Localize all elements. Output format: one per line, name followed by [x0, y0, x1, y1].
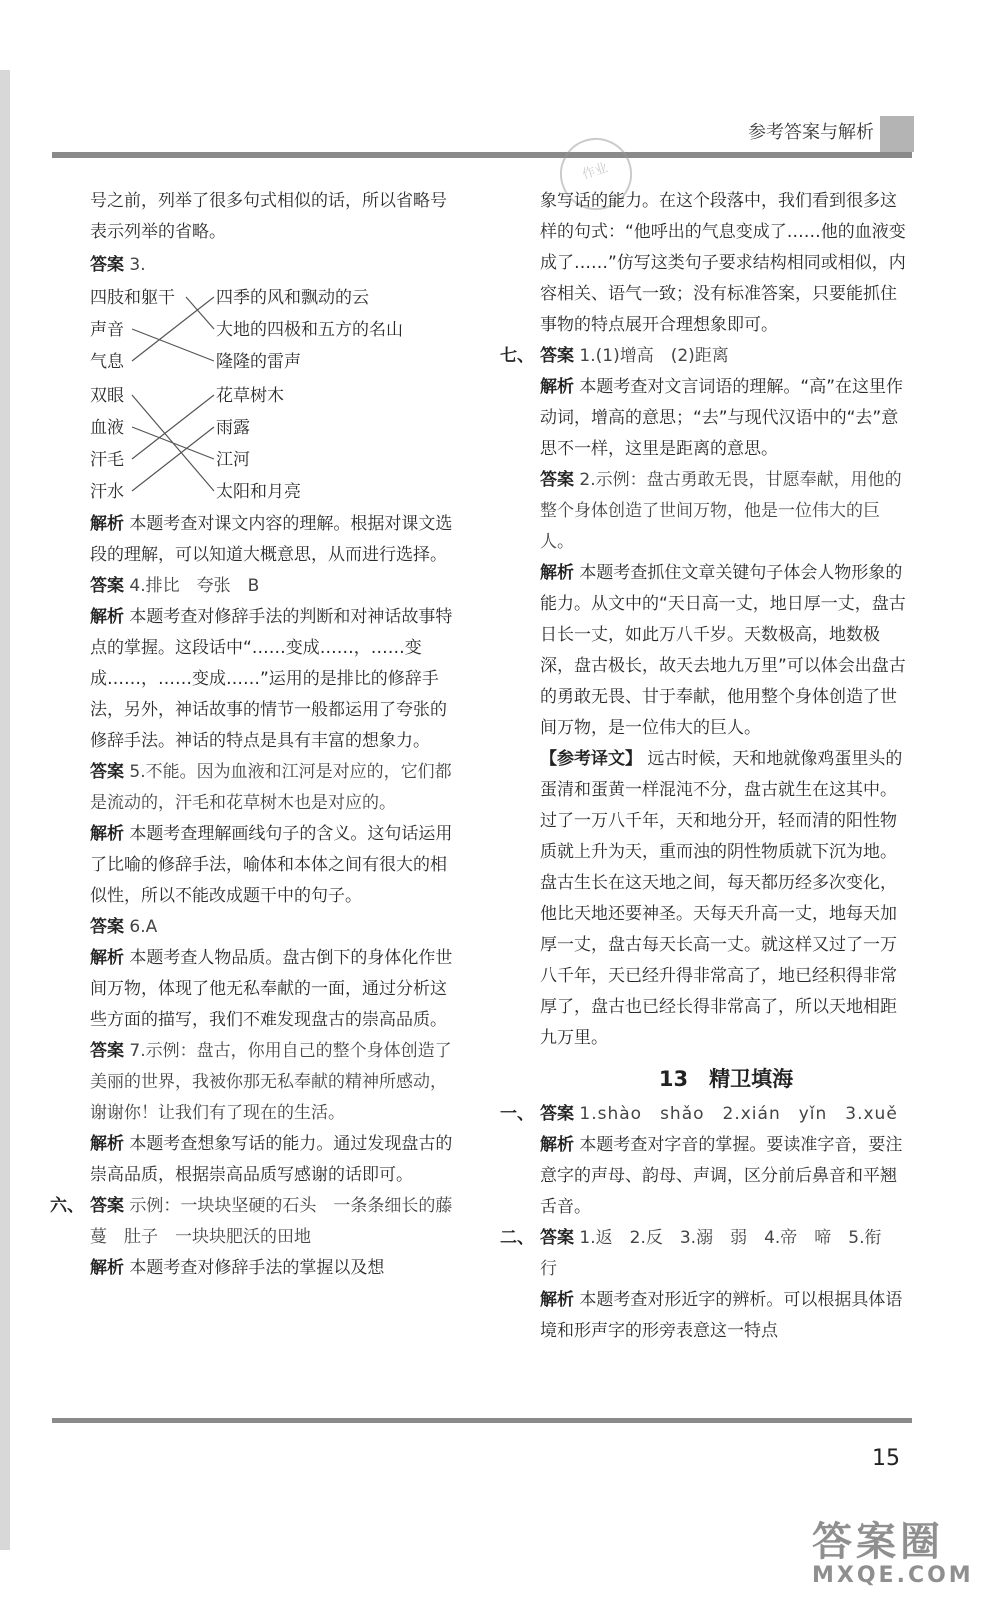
chapter-q2-analysis [540, 1285, 912, 1347]
answer-tag: 答案 [90, 762, 124, 782]
match-right-item: 江河 [216, 450, 250, 470]
analysis-text: 本题考查对修辞手法的掌握以及想 [129, 1258, 385, 1278]
match-line [132, 427, 214, 459]
analysis-tag: 解析 [540, 1135, 574, 1155]
match-left-item: 声音 [90, 320, 124, 340]
chapter-q1-answer [500, 1099, 912, 1130]
analysis-tag: 解析 [540, 377, 574, 397]
analysis-tag: 解析 [90, 1134, 124, 1154]
answer-tag: 答案 [90, 255, 124, 275]
analysis-text: 本题考查抓住文章关键句子体会人物形象的能力。从文中的“天日高一丈，地日厚一丈，盘古日长一丈，如此万八千岁。天数极高，地数极深，盘古极长，故天去地九万里”可以体会出盘古的勇敢无畏、甘于奉献，他用整个身体创造了世间万物，是一位伟大的巨人。 [540, 563, 906, 738]
reference-translation [540, 744, 912, 1054]
analysis-tag: 解析 [540, 563, 574, 583]
section-number: 一、 [500, 1104, 534, 1124]
match-left-item: 汗水 [90, 482, 124, 502]
left-column [50, 186, 462, 1284]
match-line [132, 395, 214, 459]
match-left-item: 血液 [90, 418, 124, 438]
q5-analysis [90, 819, 462, 912]
analysis-text: 本题考查人物品质。盘古倒下的身体化作世间万物，体现了他无私奉献的一面，通过分析这些方面的描写，我们不难发现盘古的崇高品质。 [90, 948, 453, 1030]
q6-answer [90, 912, 462, 943]
q4-analysis [90, 602, 462, 757]
chapter-title: 13 精卫填海 [658, 1067, 794, 1091]
answer-text: 3. [129, 255, 146, 275]
page-number: 15 [872, 1446, 900, 1471]
analysis-text: 本题考查对文言词语的理解。“高”在这里作动词，增高的意思；“去”与现代汉语中的“去”意思不一样，这里是距离的意思。 [540, 377, 904, 459]
analysis-tag: 解析 [90, 824, 124, 844]
answer-text: 2.示例：盘古勇敢无畏，甘愿奉献，用他的整个身体创造了世间万物，他是一位伟大的巨人。 [540, 470, 902, 552]
q4-answer [90, 571, 462, 602]
header-tab-block [880, 116, 914, 152]
intro-paragraph: 号之前，列举了很多句式相似的话，所以省略号表示列举的省略。 [90, 191, 447, 242]
answer-text: 1.返 2.反 3.溺 弱 4.帝 啼 5.衔 行 [540, 1228, 899, 1279]
match-right-item: 四季的风和飘动的云 [216, 288, 369, 308]
running-header: 参考答案与解析 [748, 122, 874, 143]
analysis-tag: 解析 [90, 607, 124, 627]
translation-text: 远古时候，天和地就像鸡蛋里头的蛋清和蛋黄一样混沌不分，盘古就生在这其中。过了一万八千年，天和地分开，轻而清的阳性物质就上升为天，重而浊的阴性物质就下沉为地。盘古生长在这天地之间，每天都历经多次变化，他比天地还要神圣。天每天升高一丈，地每天加厚一丈，盘古每天长高一丈。就这样又过了一万八千年，天已经升得非常高了，地已经积得非常厚了，盘古也已经长得非常高了，所以天地相距九万里。 [540, 749, 903, 1048]
translation-tag: 【参考译文】 [540, 749, 642, 769]
answer-tag: 答案 [90, 1041, 124, 1061]
match-left-item: 气息 [90, 352, 124, 372]
answer-tag: 答案 [540, 1228, 574, 1248]
match-right-item: 大地的四极和五方的名山 [216, 320, 403, 340]
watermark-url: MXQE.COM [812, 1563, 974, 1588]
analysis-tag: 解析 [90, 1258, 124, 1278]
match-left-item: 双眼 [90, 386, 124, 406]
answer-text: 示例：一块块坚硬的石头 一条条细长的藤蔓 肚子 一块块肥沃的田地 [90, 1196, 453, 1247]
analysis-tag: 解析 [90, 514, 124, 534]
match-left-item: 四肢和躯干 [90, 288, 175, 308]
q3-answer [90, 250, 462, 281]
answer-tag: 答案 [90, 917, 124, 937]
analysis-tag: 解析 [90, 948, 124, 968]
q3-analysis [90, 509, 462, 571]
analysis-text: 本题考查对课文内容的理解。根据对课文选段的理解，可以知道大概意思，从而进行选择。 [90, 514, 453, 565]
answer-tag: 答案 [90, 1196, 124, 1216]
match-line [132, 427, 214, 491]
section-6-answer [50, 1191, 462, 1253]
answer-text: 7.示例：盘古，你用自己的整个身体创造了美丽的世界，我被你那无私奉献的精神所感动，谢谢你！让我们有了现在的生活。 [90, 1041, 452, 1123]
matching-diagram [90, 283, 462, 509]
analysis-text: 本题考查对修辞手法的判断和对神话故事特点的掌握。这段话中“……变成……，……变成……，……变成……”运用的是排比的修辞手法，另外，神话故事的情节一般都运用了夸张的修辞手法。神话的特点是具有丰富的想象力。 [90, 607, 453, 751]
section-6-analysis [90, 1253, 462, 1284]
answer-tag: 答案 [540, 470, 574, 490]
continued-paragraph: 象写话的能力。在这个段落中，我们看到很多这样的句式：“他呼出的气息变成了……他的血液变成了……”仿写这类句子要求结构相同或相似，内容相关、语气一致；没有标准答案，只要能抓住事物的特点展开合理想象即可。 [540, 191, 906, 335]
answer-text: 6.A [129, 917, 158, 937]
match-line [132, 297, 214, 361]
section-number: 六、 [50, 1196, 84, 1216]
answer-text: 5.不能。因为血液和江河是对应的，它们都是流动的，汗毛和花草树木也是对应的。 [90, 762, 452, 813]
section-7-q1-analysis [540, 372, 912, 465]
match-right-item: 花草树木 [216, 386, 284, 406]
q6-analysis [90, 943, 462, 1036]
section-number: 二、 [500, 1228, 534, 1248]
chapter-q2-answer [500, 1223, 912, 1285]
section-7-q2-answer [540, 465, 912, 558]
page-spine-shadow [0, 70, 10, 1550]
chapter-q1-analysis [540, 1130, 912, 1223]
answer-text: 1.shào shǎo 2.xián yǐn 3.xuě [579, 1104, 898, 1124]
match-left-item: 汗毛 [90, 450, 124, 470]
footer-rule [52, 1418, 912, 1423]
section-number: 七、 [500, 346, 534, 366]
analysis-text: 本题考查想象写话的能力。通过发现盘古的崇高品质，根据崇高品质写感谢的话即可。 [90, 1134, 453, 1185]
q7-answer [90, 1036, 462, 1129]
answer-tag: 答案 [540, 1104, 574, 1124]
analysis-text: 本题考查对字音的掌握。要读准字音，要注意字的声母、韵母、声调，区分前后鼻音和平翘舌音。 [540, 1135, 903, 1217]
match-line [186, 297, 214, 329]
analysis-text: 本题考查理解画线句子的含义。这句话运用了比喻的修辞手法，喻体和本体之间有很大的相似性，所以不能改成题干中的句子。 [90, 824, 453, 906]
section-7-q2-analysis [540, 558, 912, 744]
section-7-q1-answer [500, 341, 912, 372]
answer-tag: 答案 [90, 576, 124, 596]
answer-text: 1.(1)增高 (2)距离 [579, 346, 729, 366]
analysis-tag: 解析 [540, 1290, 574, 1310]
match-right-item: 太阳和月亮 [216, 482, 301, 502]
match-line [132, 329, 214, 361]
answer-text: 4.排比 夸张 B [129, 576, 260, 596]
answer-tag: 答案 [540, 346, 574, 366]
analysis-text: 本题考查对形近字的辨析。可以根据具体语境和形声字的形旁表意这一特点 [540, 1290, 903, 1341]
watermark-logo-text: 答案圈 [812, 1519, 944, 1565]
header-rule [52, 152, 912, 158]
site-watermark [812, 1510, 974, 1588]
q5-answer [90, 757, 462, 819]
match-right-item: 雨露 [216, 418, 250, 438]
q7-analysis [90, 1129, 462, 1191]
stamp-text: 作业 [580, 160, 610, 183]
right-column [500, 186, 912, 1347]
match-right-item: 隆隆的雷声 [216, 352, 301, 372]
matching-lines [90, 283, 230, 509]
